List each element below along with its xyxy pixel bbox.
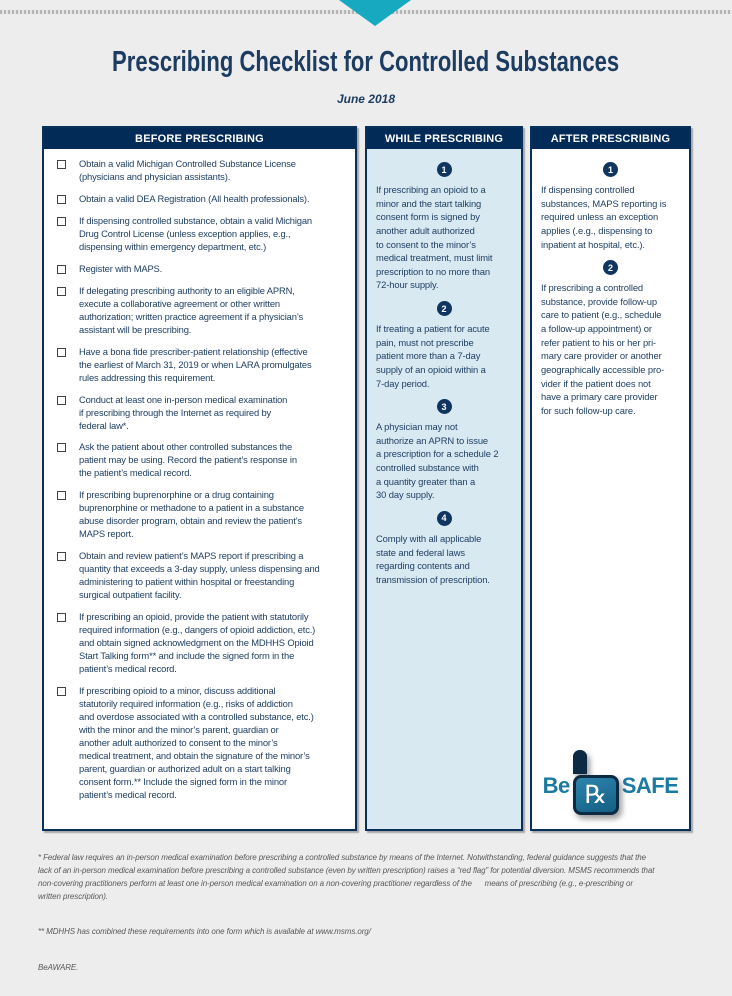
step-text: If prescribing a controlled substance, provide follow-up care to patient (e.g., schedule a follow-up appointment) or refer patient to his or her pri- mary care provider or another geographically accessible pro- vider if the patient does not have a primary care provider for such follow-up care.	[541, 282, 665, 416]
checklist-item	[55, 346, 349, 385]
checklist-item-text: Ask the patient about other controlled substances the patient may be using. Record the patient’s response in the patient’s medical record.	[79, 441, 297, 479]
page-title	[0, 46, 732, 79]
checklist-table	[42, 126, 691, 831]
checkbox-icon	[57, 217, 66, 226]
checklist-item-text: Obtain and review patient’s MAPS report if prescribing a quantity that exceeds a 3-day supply, unless dispensing and administering to patient within hospital or freestanding surgical outpatient facility.	[79, 550, 320, 601]
checklist-item-text: Obtain a valid DEA Registration (All health professionals).	[79, 192, 310, 204]
while-prescribing-steps	[367, 149, 521, 592]
step-text: Comply with all applicable state and federal laws regarding contents and transmission of prescription.	[376, 532, 490, 585]
checklist-item	[55, 550, 349, 602]
checklist-item	[55, 489, 349, 541]
checklist-item-text: If prescribing opioid to a minor, discuss additional statutorily required information (e.g., risks of addiction and overdose associated with a controlled substance, etc.) with the minor and the minor’s parent, guardian or another adult authorized to consent to the minor’s medical treatment, and obtain the signature of the minor’s parent, guardian or authorized adult on a start talking consent form.** Include the signed form in the minor patient’s medical record.	[79, 684, 314, 800]
checkbox-icon	[57, 195, 66, 204]
checklist-item	[55, 394, 349, 433]
checkbox-icon	[57, 396, 66, 405]
checkbox-icon	[57, 613, 66, 622]
checklist-item-text: If prescribing an opioid, provide the patient with statutorily required information (e.g., dangers of opioid addiction, etc.) and obtain signed acknowledgment on the MDHHS Opioid Start Talking form** and include the signed form in the patient’s medical record.	[79, 611, 316, 674]
before-prescribing-header: BEFORE PRESCRIBING	[44, 128, 355, 149]
checklist-item	[55, 193, 349, 206]
after-prescribing-column	[530, 126, 691, 831]
checkbox-icon	[57, 687, 66, 696]
step-text: If dispensing controlled substances, MAPS reporting is required unless an exception applies (.e.g., dispensing to inpatient at hospital, etc.).	[541, 184, 667, 250]
checkbox-icon	[57, 265, 66, 274]
checklist-item	[55, 611, 349, 676]
checkbox-icon	[57, 443, 66, 452]
lock-shackle-icon	[573, 750, 587, 774]
teal-ribbon-triangle-icon	[339, 0, 411, 26]
checklist-item-text: If dispensing controlled substance, obtain a valid Michigan Drug Control License (unless exception applies, e.g., dispensing within emergency department, etc.)	[79, 214, 312, 252]
before-prescribing-list	[44, 149, 355, 810]
be-rx-safe-logo	[532, 757, 689, 815]
checklist-item-text: If prescribing buprenorphine or a drug containing buprenorphine or methadone to a patient in a substance abuse disorder program, obtain and review the patient’s MAPS report.	[79, 489, 304, 540]
step-text: If treating a patient for acute pain, must not prescribe patient more than a 7-day supply of an opioid within a 7-day period.	[376, 323, 490, 389]
page-title-text: Prescribing Checklist for Controlled Substances	[112, 46, 620, 78]
step-number-badge: 4	[437, 511, 452, 526]
checklist-item	[55, 158, 349, 184]
step-text: A physician may not authorize an APRN to issue a prescription for a schedule 2 controlled substance with a quantity greater than a 30 day supply.	[376, 421, 499, 501]
step-number-badge: 2	[437, 301, 452, 316]
checkbox-icon	[57, 160, 66, 169]
checklist-item	[55, 263, 349, 276]
while-prescribing-header: WHILE PRESCRIBING	[367, 128, 521, 149]
step-number-badge: 2	[603, 260, 618, 275]
step-number-badge: 1	[437, 162, 452, 177]
checklist-item-text: Have a bona fide prescriber-patient relationship (effective the earliest of March 31, 2019 or when LARA promulgates rules addressing this requirement.	[79, 345, 312, 383]
footnote-beaware: BeAWARE.	[38, 961, 79, 972]
logo-safe-text: SAFE	[621, 773, 679, 798]
checklist-item-text: Obtain a valid Michigan Controlled Substance License (physicians and physician assistants).	[79, 158, 296, 182]
checklist-item-text: Register with MAPS.	[79, 262, 163, 274]
after-prescribing-steps	[532, 149, 689, 423]
checkbox-icon	[57, 348, 66, 357]
checkbox-icon	[57, 287, 66, 296]
page-subtitle: June 2018	[336, 92, 396, 106]
footnotes	[38, 838, 698, 996]
checklist-item-text: If delegating prescribing authority to an eligible APRN, execute a collaborative agreement or other written authorization; written practice agreement if a physician’s assistant will be prescribing.	[79, 284, 304, 335]
footnote-federal-law: * Federal law requires an in-person medical examination before prescribing a controlled substance by means of the Internet. Notwithstanding, federal guidance suggests that the lack of an in-person medical examination before prescribing a controlled substance (even by written prescription) raises a “red flag” for potential diversion. MSMS recommends that non-covering practitioners perform at least one in-person medical examination on a non-covering practitioner regardless of the means of prescribing (e.g., e-prescribing or written prescription).	[38, 852, 655, 902]
checklist-item-text: Conduct at least one in-person medical examination if prescribing through the Internet as required by federal law*.	[79, 393, 288, 431]
step-number-badge: 1	[603, 162, 618, 177]
logo-be-text: Be	[542, 773, 570, 798]
rx-lock-icon	[573, 757, 619, 815]
before-prescribing-column	[42, 126, 357, 831]
checkbox-icon	[57, 491, 66, 500]
footnote-mdhhs: ** MDHHS has combined these requirements into one form which is available at www.msms.org/	[38, 926, 371, 937]
checklist-item	[55, 215, 349, 254]
rx-symbol: ℞	[573, 775, 619, 815]
after-prescribing-header: AFTER PRESCRIBING	[532, 128, 689, 149]
while-prescribing-column	[365, 126, 523, 831]
step-number-badge: 3	[437, 399, 452, 414]
step-text: If prescribing an opioid to a minor and the start talking consent form is signed by another adult authorized to consent to the minor’s medical treatment, must limit prescription to no more than 72-hour supply.	[376, 184, 493, 291]
checklist-item	[55, 685, 349, 802]
checklist-item	[55, 285, 349, 337]
checklist-item	[55, 441, 349, 480]
checkbox-icon	[57, 552, 66, 561]
